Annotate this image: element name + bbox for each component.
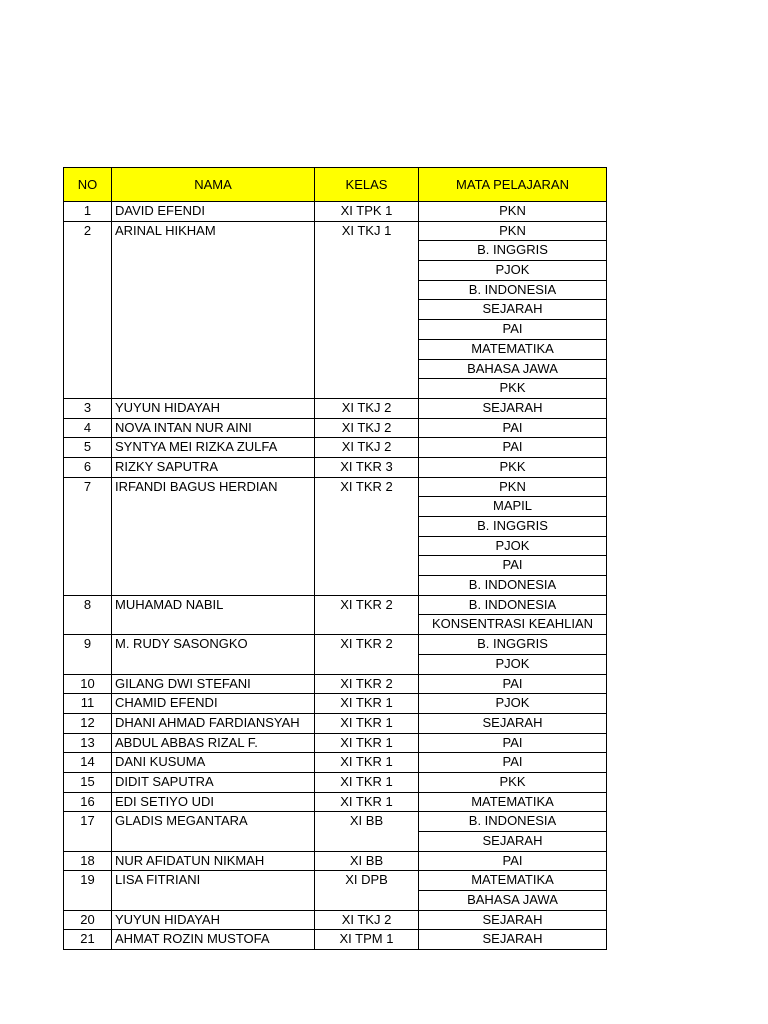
table-row bbox=[64, 772, 607, 792]
header-mata-pelajaran: MATA PELAJARAN bbox=[419, 168, 607, 202]
table-body bbox=[64, 202, 607, 950]
class-name: XI TKJ 2 bbox=[315, 418, 419, 438]
subject-cell: SEJARAH bbox=[419, 713, 607, 733]
subject-cell: PJOK bbox=[419, 261, 607, 281]
class-name: XI TKR 1 bbox=[315, 694, 419, 714]
table-row bbox=[64, 733, 607, 753]
student-name: IRFANDI BAGUS HERDIAN bbox=[112, 477, 315, 595]
header-nama: NAMA bbox=[112, 168, 315, 202]
class-name: XI TKR 2 bbox=[315, 674, 419, 694]
student-name: RIZKY SAPUTRA bbox=[112, 457, 315, 477]
subject-cell: B. INDONESIA bbox=[419, 280, 607, 300]
subject-cell: SEJARAH bbox=[419, 300, 607, 320]
subject-cell: PAI bbox=[419, 733, 607, 753]
row-number: 3 bbox=[64, 398, 112, 418]
student-name: GILANG DWI STEFANI bbox=[112, 674, 315, 694]
subject-cell: BAHASA JAWA bbox=[419, 891, 607, 911]
class-name: XI TKJ 2 bbox=[315, 438, 419, 458]
class-name: XI TKR 1 bbox=[315, 713, 419, 733]
subject-cell: B. INDONESIA bbox=[419, 812, 607, 832]
student-subject-table bbox=[63, 167, 607, 950]
subject-cell: B. INGGRIS bbox=[419, 635, 607, 655]
table-row bbox=[64, 418, 607, 438]
class-name: XI TPM 1 bbox=[315, 930, 419, 950]
subject-cell: MATEMATIKA bbox=[419, 871, 607, 891]
class-name: XI TKJ 2 bbox=[315, 910, 419, 930]
class-name: XI TKJ 2 bbox=[315, 398, 419, 418]
subject-cell: SEJARAH bbox=[419, 910, 607, 930]
class-name: XI TKR 1 bbox=[315, 733, 419, 753]
student-name: CHAMID EFENDI bbox=[112, 694, 315, 714]
row-number: 6 bbox=[64, 457, 112, 477]
row-number: 12 bbox=[64, 713, 112, 733]
class-name: XI TKR 2 bbox=[315, 635, 419, 674]
student-name: NOVA INTAN NUR AINI bbox=[112, 418, 315, 438]
table-row bbox=[64, 871, 607, 891]
row-number: 21 bbox=[64, 930, 112, 950]
subject-cell: PKN bbox=[419, 202, 607, 222]
class-name: XI BB bbox=[315, 851, 419, 871]
row-number: 11 bbox=[64, 694, 112, 714]
table-row bbox=[64, 457, 607, 477]
table-row bbox=[64, 398, 607, 418]
student-name: YUYUN HIDAYAH bbox=[112, 398, 315, 418]
student-name: LISA FITRIANI bbox=[112, 871, 315, 910]
student-name: DHANI AHMAD FARDIANSYAH bbox=[112, 713, 315, 733]
student-name: DAVID EFENDI bbox=[112, 202, 315, 222]
student-name: M. RUDY SASONGKO bbox=[112, 635, 315, 674]
class-name: XI TKR 1 bbox=[315, 792, 419, 812]
row-number: 14 bbox=[64, 753, 112, 773]
row-number: 4 bbox=[64, 418, 112, 438]
class-name: XI TKR 1 bbox=[315, 772, 419, 792]
student-name: AHMAT ROZIN MUSTOFA bbox=[112, 930, 315, 950]
subject-cell: PAI bbox=[419, 674, 607, 694]
class-name: XI TKR 2 bbox=[315, 477, 419, 595]
subject-cell: MATEMATIKA bbox=[419, 339, 607, 359]
row-number: 2 bbox=[64, 221, 112, 398]
subject-cell: B. INGGRIS bbox=[419, 241, 607, 261]
row-number: 8 bbox=[64, 595, 112, 634]
subject-cell: KONSENTRASI KEAHLIAN bbox=[419, 615, 607, 635]
student-name: NUR AFIDATUN NIKMAH bbox=[112, 851, 315, 871]
subject-cell: PAI bbox=[419, 320, 607, 340]
table-row bbox=[64, 713, 607, 733]
subject-cell: PJOK bbox=[419, 694, 607, 714]
subject-cell: PAI bbox=[419, 851, 607, 871]
table-row bbox=[64, 202, 607, 222]
class-name: XI TKJ 1 bbox=[315, 221, 419, 398]
subject-cell: B. INGGRIS bbox=[419, 517, 607, 537]
table-row bbox=[64, 635, 607, 655]
table-row bbox=[64, 812, 607, 832]
table-row bbox=[64, 910, 607, 930]
subject-cell: B. INDONESIA bbox=[419, 576, 607, 596]
class-name: XI BB bbox=[315, 812, 419, 851]
header-no: NO bbox=[64, 168, 112, 202]
header-kelas: KELAS bbox=[315, 168, 419, 202]
subject-cell: PKK bbox=[419, 379, 607, 399]
subject-cell: PJOK bbox=[419, 654, 607, 674]
class-name: XI TKR 3 bbox=[315, 457, 419, 477]
subject-cell: MAPIL bbox=[419, 497, 607, 517]
table-row bbox=[64, 930, 607, 950]
subject-cell: PAI bbox=[419, 418, 607, 438]
subject-cell: PKK bbox=[419, 457, 607, 477]
subject-cell: SEJARAH bbox=[419, 832, 607, 852]
student-name: EDI SETIYO UDI bbox=[112, 792, 315, 812]
table-row bbox=[64, 438, 607, 458]
subject-cell: MATEMATIKA bbox=[419, 792, 607, 812]
subject-cell: BAHASA JAWA bbox=[419, 359, 607, 379]
subject-cell: PKN bbox=[419, 477, 607, 497]
table-row bbox=[64, 221, 607, 241]
class-name: XI TPK 1 bbox=[315, 202, 419, 222]
table-row bbox=[64, 595, 607, 615]
student-name: ARINAL HIKHAM bbox=[112, 221, 315, 398]
student-name: MUHAMAD NABIL bbox=[112, 595, 315, 634]
row-number: 16 bbox=[64, 792, 112, 812]
row-number: 17 bbox=[64, 812, 112, 851]
student-name: GLADIS MEGANTARA bbox=[112, 812, 315, 851]
table-row bbox=[64, 753, 607, 773]
subject-cell: PAI bbox=[419, 556, 607, 576]
row-number: 9 bbox=[64, 635, 112, 674]
table-row bbox=[64, 851, 607, 871]
student-name: DANI KUSUMA bbox=[112, 753, 315, 773]
row-number: 20 bbox=[64, 910, 112, 930]
row-number: 18 bbox=[64, 851, 112, 871]
subject-cell: B. INDONESIA bbox=[419, 595, 607, 615]
table-row bbox=[64, 694, 607, 714]
subject-cell: PAI bbox=[419, 438, 607, 458]
subject-cell: SEJARAH bbox=[419, 930, 607, 950]
row-number: 1 bbox=[64, 202, 112, 222]
subject-cell: SEJARAH bbox=[419, 398, 607, 418]
table-row bbox=[64, 477, 607, 497]
row-number: 7 bbox=[64, 477, 112, 595]
table-row bbox=[64, 792, 607, 812]
class-name: XI TKR 2 bbox=[315, 595, 419, 634]
student-name: ABDUL ABBAS RIZAL F. bbox=[112, 733, 315, 753]
subject-cell: PAI bbox=[419, 753, 607, 773]
row-number: 10 bbox=[64, 674, 112, 694]
table-row bbox=[64, 674, 607, 694]
student-name: DIDIT SAPUTRA bbox=[112, 772, 315, 792]
student-name: SYNTYA MEI RIZKA ZULFA bbox=[112, 438, 315, 458]
student-name: YUYUN HIDAYAH bbox=[112, 910, 315, 930]
row-number: 13 bbox=[64, 733, 112, 753]
class-name: XI DPB bbox=[315, 871, 419, 910]
subject-cell: PKN bbox=[419, 221, 607, 241]
row-number: 5 bbox=[64, 438, 112, 458]
subject-cell: PJOK bbox=[419, 536, 607, 556]
row-number: 15 bbox=[64, 772, 112, 792]
header-row bbox=[64, 168, 607, 202]
row-number: 19 bbox=[64, 871, 112, 910]
class-name: XI TKR 1 bbox=[315, 753, 419, 773]
subject-cell: PKK bbox=[419, 772, 607, 792]
